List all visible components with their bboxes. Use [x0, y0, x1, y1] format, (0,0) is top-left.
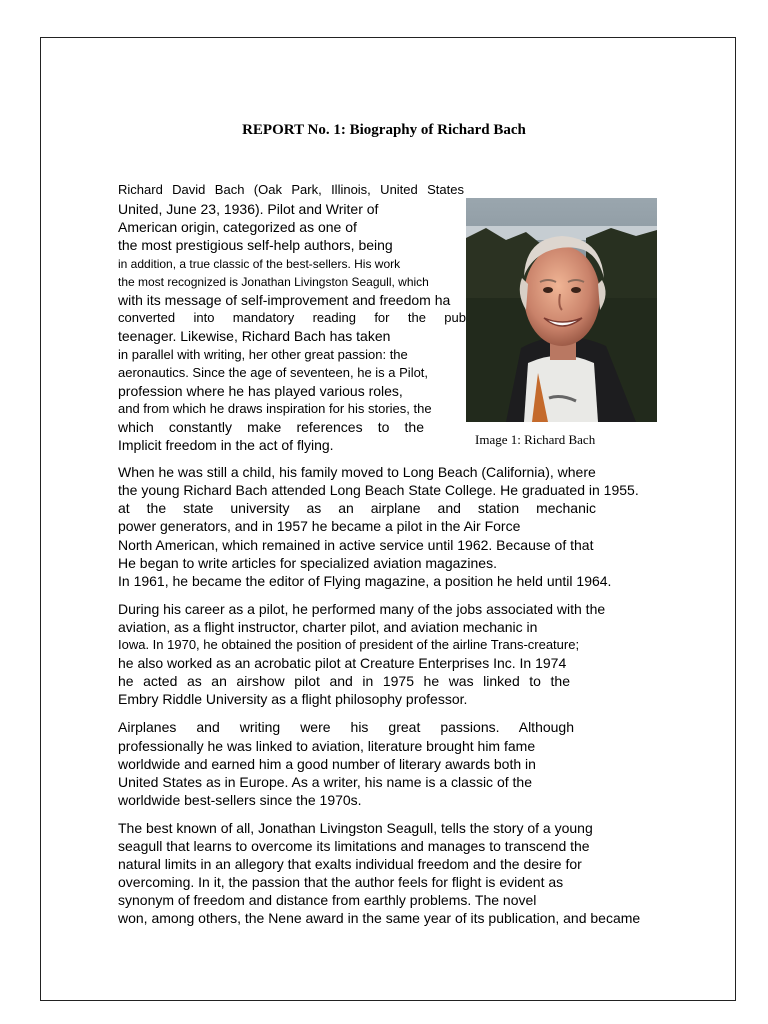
- text-line: he also worked as an acrobatic pilot at Creature Enterprises Inc. In 1974: [118, 655, 567, 671]
- report-title: REPORT No. 1: Biography of Richard Bach: [242, 122, 526, 138]
- text-line: seagull that learns to overcome its limitations and manages to transcend the: [118, 838, 590, 854]
- text-line: When he was still a child, his family moved to Long Beach (California), where: [118, 464, 596, 480]
- text-line: teenager. Likewise, Richard Bach has taken: [118, 328, 391, 344]
- text-line: at the state university as an airplane and station mechanic: [118, 500, 596, 516]
- text-line: aviation, as a flight instructor, charter pilot, and aviation mechanic in: [118, 619, 538, 635]
- text-line: overcoming. In it, the passion that the author feels for flight is evident as: [118, 874, 564, 890]
- text-line: In 1961, he became the editor of Flying magazine, a position he held until 1964.: [118, 573, 612, 589]
- text-line: he acted as an airshow pilot and in 1975 he was linked to the: [118, 673, 570, 689]
- text-line: won, among others, the Nene award in the same year of its publication, and became: [118, 910, 641, 926]
- text-line: aeronautics. Since the age of seventeen, he is a Pilot,: [118, 365, 429, 380]
- text-line: converted into mandatory reading for the pub: [118, 310, 466, 325]
- richard-bach-photo: [466, 198, 657, 422]
- text-line: American origin, categorized as one of: [118, 219, 357, 235]
- text-line: During his career as a pilot, he performed many of the jobs associated with the: [118, 601, 606, 617]
- text-line: worldwide and earned him a good number of literary awards both in: [118, 756, 536, 772]
- text-line: the young Richard Bach attended Long Beach State College. He graduated in 1955.: [118, 482, 639, 498]
- text-line: United, June 23, 1936). Pilot and Writer of: [118, 201, 379, 217]
- text-line: Implicit freedom in the act of flying.: [118, 437, 334, 453]
- text-line: professionally he was linked to aviation, literature brought him fame: [118, 738, 536, 754]
- text-line: in parallel with writing, her other great passion: the: [118, 347, 408, 362]
- text-line: synonym of freedom and distance from earthly problems. The novel: [118, 892, 537, 908]
- text-line: Airplanes and writing were his great passions. Although: [118, 719, 574, 735]
- text-line: Iowa. In 1970, he obtained the position of president of the airline Trans-creature;: [118, 637, 580, 652]
- text-line: natural limits in an allegory that exalts individual freedom and the desire for: [118, 856, 582, 872]
- text-line: He began to write articles for specialized aviation magazines.: [118, 555, 497, 571]
- text-line: with its message of self-improvement and freedom ha: [118, 292, 451, 308]
- text-line: the most recognized is Jonathan Livingston Seagull, which: [118, 275, 429, 289]
- text-line: The best known of all, Jonathan Livingston Seagull, tells the story of a young: [118, 820, 593, 836]
- text-line: the most prestigious self-help authors, being: [118, 237, 393, 253]
- text-line: North American, which remained in active service until 1962. Because of that: [118, 537, 594, 553]
- text-line: worldwide best-sellers since the 1970s.: [118, 792, 362, 808]
- text-line: power generators, and in 1957 he became a pilot in the Air Force: [118, 518, 521, 534]
- image-caption: Image 1: Richard Bach: [475, 432, 596, 447]
- text-line: profession where he has played various roles,: [118, 383, 403, 399]
- text-line: in addition, a true classic of the best-sellers. His work: [118, 257, 401, 271]
- text-line: United States as in Europe. As a writer, his name is a classic of the: [118, 774, 532, 790]
- text-line: and from which he draws inspiration for his stories, the: [118, 401, 432, 416]
- text-line: which constantly make references to the: [118, 419, 424, 435]
- text-line: Richard David Bach (Oak Park, Illinois, United States: [118, 182, 464, 197]
- text-line: Embry Riddle University as a flight philosophy professor.: [118, 691, 468, 707]
